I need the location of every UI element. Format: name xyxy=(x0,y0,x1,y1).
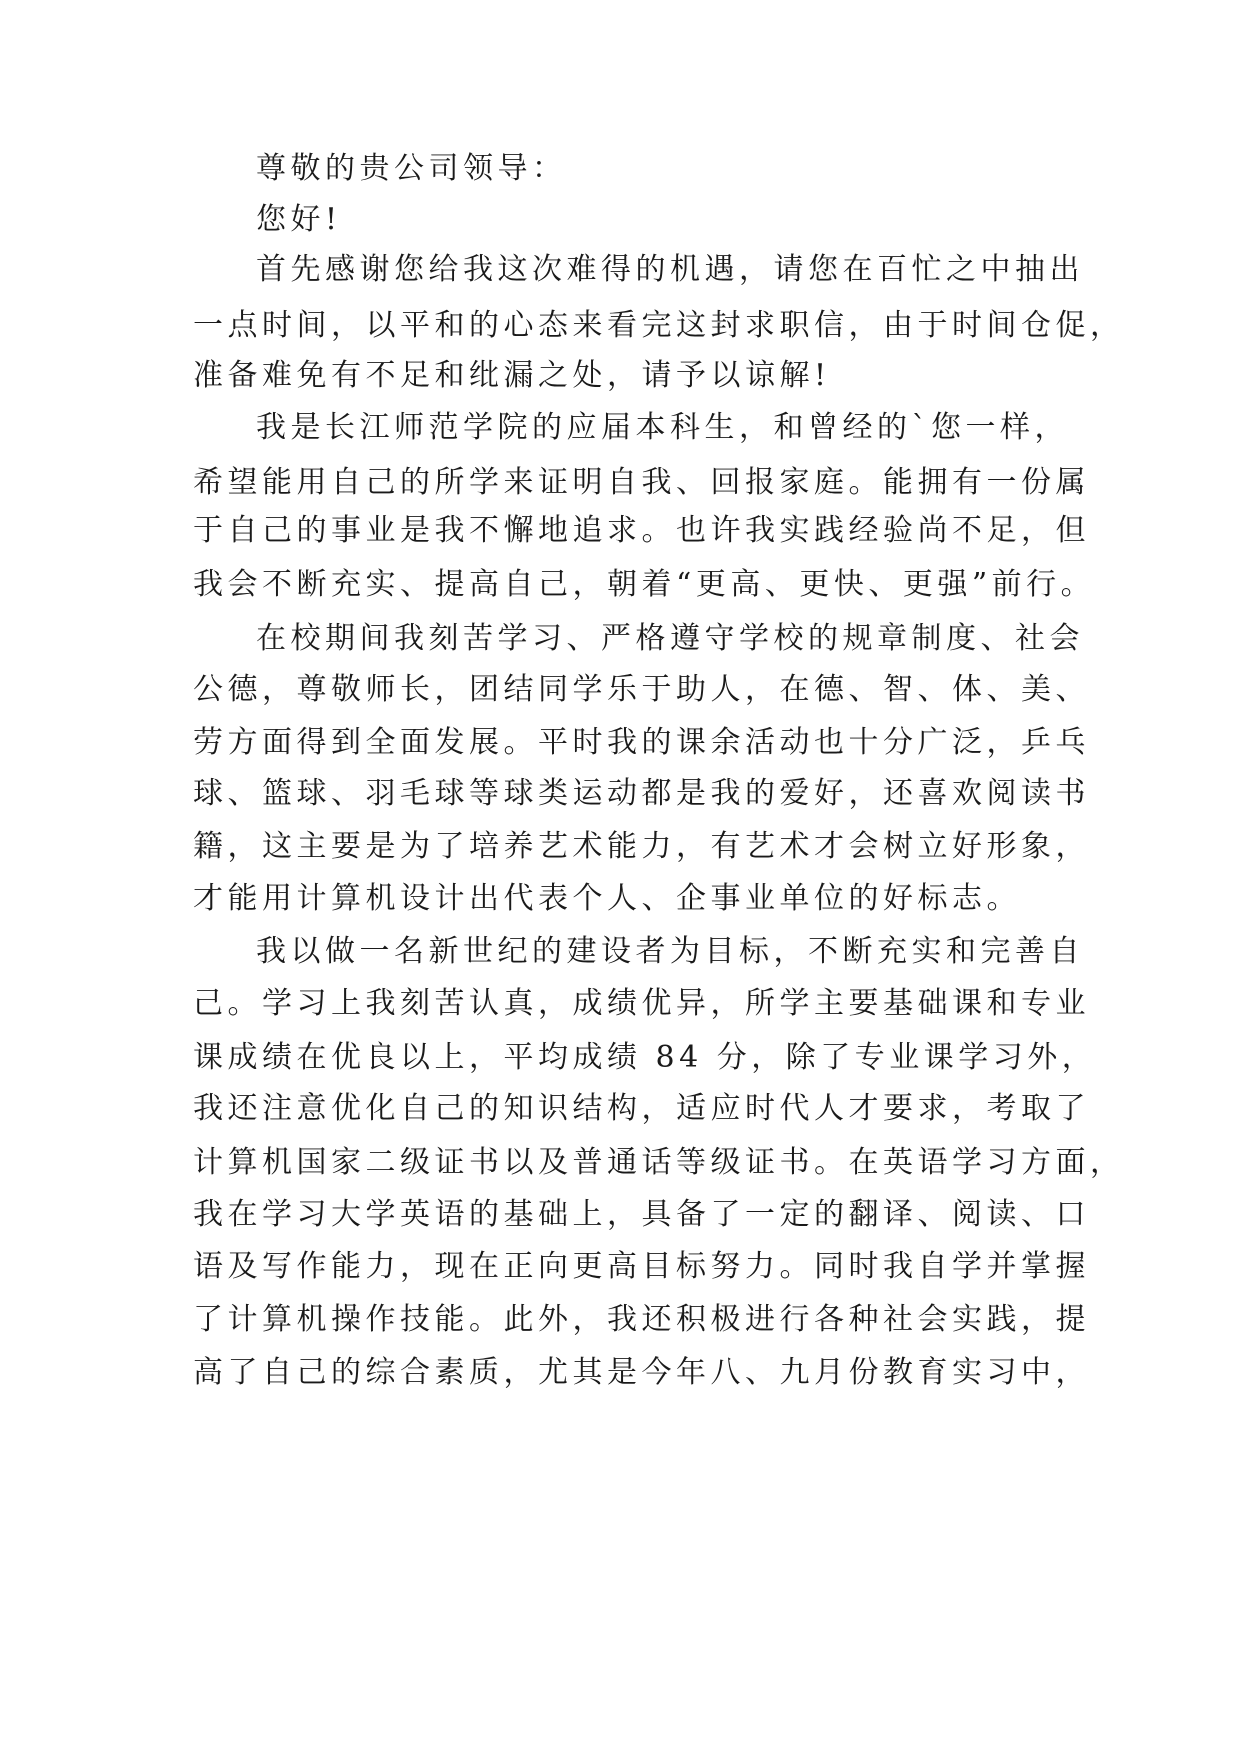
body-line: 己。学习上我刻苦认真，成绩优异，所学主要基础课和专业 xyxy=(193,986,1090,1021)
body-line: 课成绩在优良以上，平均成绩 84 分，除了专业课学习外， xyxy=(193,1040,1097,1075)
body-line: 一点时间，以平和的心态来看完这封求职信，由于时间仓促， xyxy=(193,308,1125,343)
greeting-line: 尊敬的贵公司领导： xyxy=(256,151,567,186)
body-line: 我在学习大学英语的基础上，具备了一定的翻译、阅读、口 xyxy=(193,1197,1090,1232)
body-line: 首先感谢您给我这次难得的机遇，请您在百忙之中抽出 xyxy=(256,252,1084,287)
body-line: 球、篮球、羽毛球等球类运动都是我的爱好，还喜欢阅读书 xyxy=(193,776,1090,811)
body-line: 我会不断充实、提高自己，朝着“更高、更快、更强”前行。 xyxy=(193,567,1096,602)
body-line: 我还注意优化自己的知识结构，适应时代人才要求，考取了 xyxy=(193,1091,1090,1126)
body-line: 在校期间我刻苦学习、严格遵守学校的规章制度、社会 xyxy=(256,621,1084,656)
body-line: 计算机国家二级证书以及普通话等级证书。在英语学习方面， xyxy=(193,1145,1125,1180)
body-line: 希望能用自己的所学来证明自我、回报家庭。能拥有一份属 xyxy=(193,465,1090,500)
body-line: 我是长江师范学院的应届本科生，和曾经的`您一样， xyxy=(256,410,1069,445)
body-line: 语及写作能力，现在正向更高目标努力。同时我自学并掌握 xyxy=(193,1249,1090,1284)
body-line: 才能用计算机设计出代表个人、企事业单位的好标志。 xyxy=(193,881,1021,916)
hello-line: 您好! xyxy=(256,202,342,237)
body-line: 籍，这主要是为了培养艺术能力，有艺术才会树立好形象， xyxy=(193,829,1090,864)
body-line: 公德，尊敬师长，团结同学乐于助人，在德、智、体、美、 xyxy=(193,672,1090,707)
body-line: 了计算机操作技能。此外，我还积极进行各种社会实践，提 xyxy=(193,1302,1090,1337)
body-line: 劳方面得到全面发展。平时我的课余活动也十分广泛，乒乓 xyxy=(193,725,1090,760)
body-line: 于自己的事业是我不懈地追求。也许我实践经验尚不足，但 xyxy=(193,513,1090,548)
body-line: 准备难免有不足和纰漏之处，请予以谅解! xyxy=(193,358,831,393)
body-line: 我以做一名新世纪的建设者为目标，不断充实和完善自 xyxy=(256,934,1084,969)
body-line: 高了自己的综合素质，尤其是今年八、九月份教育实习中， xyxy=(193,1355,1090,1390)
